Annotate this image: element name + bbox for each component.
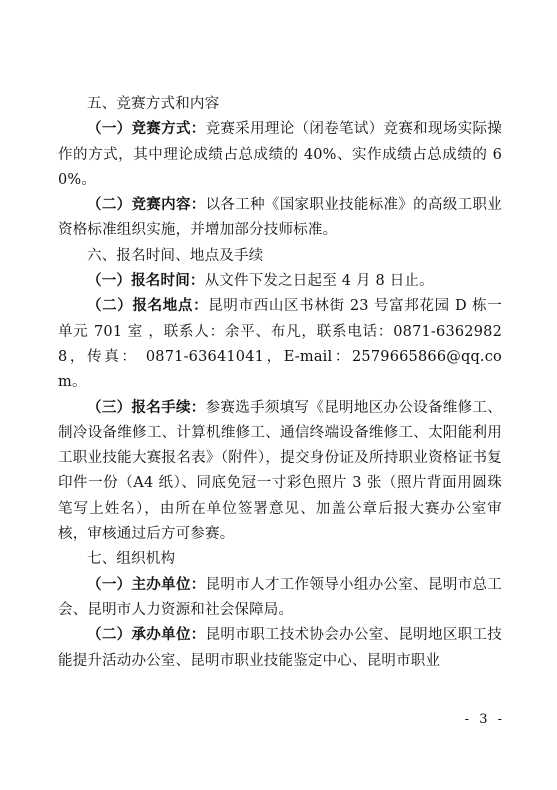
section-heading-registration: 六、报名时间、地点及手续 xyxy=(87,247,264,264)
paragraph-organizer xyxy=(58,573,502,624)
text-competition-method: 竞赛采用理论（闭卷笔试）竞赛和现场实际操作的方式，其中理论成绩占总成绩的 40%、实作成绩占总成绩的 60%。 xyxy=(58,121,502,188)
paragraph-registration-time xyxy=(58,269,502,294)
paragraph-competition-content xyxy=(58,193,502,244)
label-registration-location: （二）报名地点： xyxy=(87,298,209,315)
label-undertaker: （二）承办单位： xyxy=(87,627,206,644)
paragraph-registration-procedure xyxy=(58,396,502,548)
paragraph-competition-method xyxy=(58,117,502,193)
label-registration-time: （一）报名时间： xyxy=(87,273,205,290)
section-heading-competition-method: 五、竞赛方式和内容 xyxy=(87,96,220,112)
document-body xyxy=(58,92,502,674)
paragraph-registration-location xyxy=(58,294,502,395)
text-registration-procedure: 参赛选手须填写《昆明地区办公设备维修工、制冷设备维修工、计算机维修工、通信终端设备维修工、太阳能利用工职业技能大赛报名表》（附件），提交身份证及所持职业资格证书复印件一份（A4 纸）、同底免冠一寸彩色照片 3 张（照片背面用圆珠笔写上姓名），由所在单位签署意见、加盖公章后报大赛办公室审核，审核通过后方可参赛。 xyxy=(58,399,502,543)
page-number: - 3 - xyxy=(464,712,505,727)
label-organizer: （一）主办单位： xyxy=(87,576,206,593)
text-competition-content: 以各工种《国家职业技能标准》的高级工职业资格标准组织实施，并增加部分技师标准。 xyxy=(58,197,502,239)
text-registration-location: 昆明市西山区书林街 23 号富邦花园 D 栋一单元 701 室 ，联系人：余平、布凡，联系电话：0871-63629828，传真： 0871-63641041，E-mail：2579665866@qq.com。 xyxy=(58,298,502,391)
label-competition-content: （二）竞赛内容： xyxy=(87,197,206,214)
text-organizer: 昆明市人才工作领导小组办公室、昆明市总工会、昆明市人力资源和社会保障局。 xyxy=(58,576,502,618)
label-competition-method: （一）竞赛方式： xyxy=(87,121,206,138)
label-registration-procedure: （三）报名手续： xyxy=(87,399,206,416)
section-heading-organization: 七、组织机构 xyxy=(87,551,176,568)
text-undertaker: 昆明市职工技术协会办公室、昆明地区职工技能提升活动办公室、昆明市职业技能鉴定中心、昆明市职业 xyxy=(58,627,502,669)
text-registration-time: 从文件下发之日起至 4 月 8 日止。 xyxy=(204,273,434,290)
paragraph-undertaker xyxy=(58,623,502,674)
